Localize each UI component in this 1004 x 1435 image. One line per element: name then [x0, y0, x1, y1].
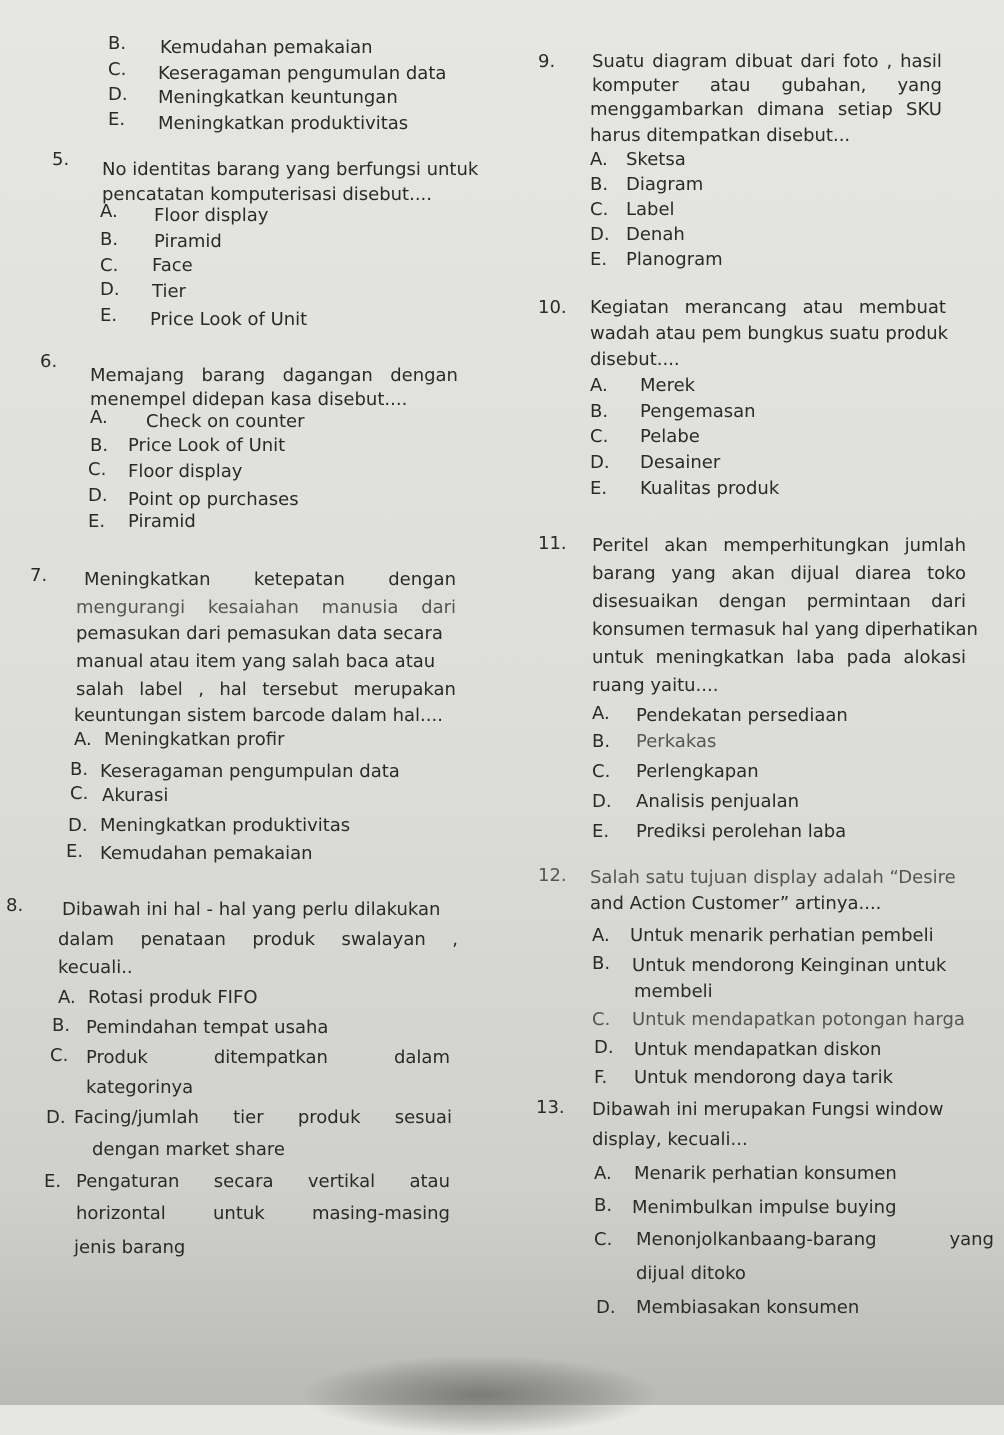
- option-text: Pengaturan secara vertikal atau: [76, 1171, 450, 1192]
- option-letter: C.: [50, 1045, 69, 1066]
- option-text: Piramid: [128, 511, 196, 532]
- option-letter: A.: [590, 149, 608, 170]
- option-text: Facing/jumlah tier produk sesuai: [74, 1107, 452, 1128]
- option-text: Keseragaman pengumulan data: [158, 63, 447, 84]
- option-text: Pengemasan: [640, 401, 756, 422]
- option-text: Rotasi produk FIFO: [88, 987, 258, 1008]
- option-text: dijual ditoko: [636, 1263, 746, 1284]
- question-number: 7.: [30, 565, 48, 586]
- option-letter: C.: [100, 255, 119, 276]
- question-text: Salah satu tujuan display adalah “Desire: [590, 867, 956, 888]
- question-text: Meningkatkan ketepatan dengan: [84, 569, 456, 590]
- option-text: Kemudahan pemakaian: [160, 37, 373, 58]
- option-letter: E.: [100, 305, 118, 326]
- question-number: 5.: [52, 149, 70, 170]
- shadow-bottom: [300, 1355, 660, 1435]
- question-text: barang yang akan dijual diarea toko: [592, 563, 966, 584]
- option-text: Untuk mendapatkan diskon: [634, 1039, 882, 1060]
- option-letter: E.: [590, 478, 608, 499]
- option-text: Perlengkapan: [636, 761, 759, 782]
- option-text: membeli: [634, 981, 713, 1002]
- option-text: Analisis penjualan: [636, 791, 800, 812]
- option-text: Menimbulkan impulse buying: [632, 1197, 897, 1218]
- option-letter: C.: [590, 426, 609, 447]
- option-letter: A.: [90, 407, 108, 428]
- option-text: Tier: [152, 281, 186, 302]
- option-text: Merek: [640, 375, 696, 396]
- option-letter: E.: [88, 511, 106, 532]
- question-text: Peritel akan memperhitungkan jumlah: [592, 535, 966, 556]
- question-number: 11.: [538, 533, 567, 554]
- option-text: Pelabe: [640, 426, 700, 447]
- option-letter: D.: [590, 224, 610, 245]
- question-text: disebut....: [590, 349, 680, 370]
- option-text: dengan market share: [92, 1139, 285, 1160]
- question-number: 13.: [536, 1097, 565, 1118]
- option-text: Keseragaman pengumpulan data: [100, 761, 400, 782]
- option-text: Floor display: [154, 205, 269, 226]
- question-text: menggambarkan dimana setiap SKU: [590, 99, 942, 120]
- option-text: Untuk mendapatkan potongan harga: [632, 1009, 965, 1030]
- option-letter: D.: [100, 279, 120, 300]
- option-letter: B.: [592, 953, 611, 974]
- option-letter: C.: [590, 199, 609, 220]
- question-text: No identitas barang yang berfungsi untuk: [102, 159, 479, 180]
- option-letter: E.: [44, 1171, 62, 1192]
- option-text: Menarik perhatian konsumen: [634, 1163, 897, 1184]
- option-text: Meningkatkan keuntungan: [158, 87, 398, 108]
- option-letter: D.: [594, 1037, 614, 1058]
- option-text: Meningkatkan produktivitas: [100, 815, 351, 836]
- question-text: pemasukan dari pemasukan data secara: [76, 623, 443, 644]
- option-letter: D.: [590, 452, 610, 473]
- option-letter: D.: [108, 84, 128, 105]
- option-text: Pemindahan tempat usaha: [86, 1017, 329, 1038]
- question-text: disesuaikan dengan permintaan dari: [592, 591, 966, 612]
- option-text: Kemudahan pemakaian: [100, 843, 313, 864]
- question-text: kecuali..: [58, 957, 133, 978]
- option-letter: C.: [592, 761, 611, 782]
- question-text: ruang yaitu....: [592, 675, 719, 696]
- question-text: Memajang barang dagangan dengan: [90, 365, 458, 386]
- option-letter: D.: [592, 791, 612, 812]
- option-text: Denah: [626, 224, 685, 245]
- option-letter: A.: [592, 703, 610, 724]
- option-letter: C.: [88, 459, 107, 480]
- question-text: pencatatan komputerisasi disebut....: [102, 184, 433, 205]
- option-text: Floor display: [128, 461, 243, 482]
- question-text: komputer atau gubahan, yang: [592, 75, 942, 96]
- option-letter: B.: [100, 229, 119, 250]
- question-text: menempel didepan kasa disebut....: [90, 389, 408, 410]
- option-text: Perkakas: [636, 731, 717, 752]
- option-text: horizontal untuk masing-masing: [76, 1203, 450, 1224]
- option-text: kategorinya: [86, 1077, 194, 1098]
- option-text: Untuk mendorong daya tarik: [634, 1067, 893, 1088]
- option-text: Sketsa: [626, 149, 686, 170]
- question-number: 6.: [40, 351, 58, 372]
- option-letter: E.: [108, 109, 126, 130]
- option-text: Menonjolkanbaang-barang yang: [636, 1229, 994, 1250]
- option-letter: A.: [594, 1163, 612, 1184]
- option-letter: B.: [52, 1015, 71, 1036]
- option-text: Prediksi perolehan laba: [636, 821, 847, 842]
- option-text: Produk ditempatkan dalam: [86, 1047, 450, 1068]
- question-text: display, kecuali...: [592, 1129, 748, 1150]
- option-letter: A.: [74, 729, 92, 750]
- option-letter: F.: [594, 1067, 608, 1088]
- question-text: Dibawah ini merupakan Fungsi window: [592, 1099, 944, 1120]
- option-text: Akurasi: [102, 785, 169, 806]
- option-text: Desainer: [640, 452, 721, 473]
- question-text: keuntungan sistem barcode dalam hal....: [74, 705, 443, 726]
- question-text: Kegiatan merancang atau membuat: [590, 297, 946, 318]
- option-text: Check on counter: [146, 411, 305, 432]
- option-letter: B.: [590, 401, 609, 422]
- option-text: Kualitas produk: [640, 478, 780, 499]
- option-letter: E.: [592, 821, 610, 842]
- option-letter: C.: [70, 783, 89, 804]
- option-text: Point op purchases: [128, 489, 299, 510]
- option-text: Pendekatan persediaan: [636, 705, 848, 726]
- option-text: Diagram: [626, 174, 704, 195]
- option-text: Untuk menarik perhatian pembeli: [630, 925, 934, 946]
- option-letter: B.: [590, 174, 609, 195]
- question-number: 10.: [538, 297, 567, 318]
- option-letter: B.: [108, 33, 127, 54]
- option-letter: C.: [108, 59, 127, 80]
- question-number: 12.: [538, 865, 567, 886]
- option-letter: A.: [590, 375, 608, 396]
- question-number: 8.: [6, 895, 24, 916]
- option-letter: E.: [66, 841, 84, 862]
- question-text: manual atau item yang salah baca atau: [76, 651, 436, 672]
- option-text: Piramid: [154, 231, 222, 252]
- question-text: salah label , hal tersebut merupakan: [76, 679, 456, 700]
- option-text: Price Look of Unit: [128, 435, 286, 456]
- option-letter: A.: [58, 987, 76, 1008]
- question-text: konsumen termasuk hal yang diperhatikan: [592, 619, 978, 640]
- option-letter: B.: [594, 1195, 613, 1216]
- option-text: Planogram: [626, 249, 723, 270]
- option-letter: A.: [592, 925, 610, 946]
- option-letter: D.: [46, 1107, 66, 1128]
- option-letter: B.: [592, 731, 611, 752]
- option-letter: D.: [68, 815, 88, 836]
- option-text: Meningkatkan profir: [104, 729, 285, 750]
- question-text: harus ditempatkan disebut...: [590, 125, 851, 146]
- option-letter: D.: [88, 485, 108, 506]
- option-letter: B.: [90, 435, 109, 456]
- option-text: Face: [152, 255, 193, 276]
- question-text: Suatu diagram dibuat dari foto , hasil: [592, 51, 942, 72]
- option-letter: A.: [100, 201, 118, 222]
- question-text: mengurangi kesaiahan manusia dari: [76, 597, 456, 618]
- option-letter: C.: [594, 1229, 613, 1250]
- option-text: Meningkatkan produktivitas: [158, 113, 409, 134]
- question-number: 9.: [538, 51, 556, 72]
- option-text: Membiasakan konsumen: [636, 1297, 860, 1318]
- option-letter: C.: [592, 1009, 611, 1030]
- option-text: jenis barang: [74, 1237, 186, 1258]
- question-text: wadah atau pem bungkus suatu produk: [590, 323, 949, 344]
- option-letter: D.: [596, 1297, 616, 1318]
- question-text: Dibawah ini hal - hal yang perlu dilakukan: [62, 899, 441, 920]
- option-text: Untuk mendorong Keinginan untuk: [632, 955, 947, 976]
- option-letter: E.: [590, 249, 608, 270]
- question-text: dalam penataan produk swalayan ,: [58, 929, 458, 950]
- question-text: untuk meningkatkan laba pada alokasi: [592, 647, 966, 668]
- option-letter: B.: [70, 759, 89, 780]
- option-text: Price Look of Unit: [150, 309, 308, 330]
- question-text: and Action Customer” artinya....: [590, 893, 882, 914]
- option-text: Label: [626, 199, 675, 220]
